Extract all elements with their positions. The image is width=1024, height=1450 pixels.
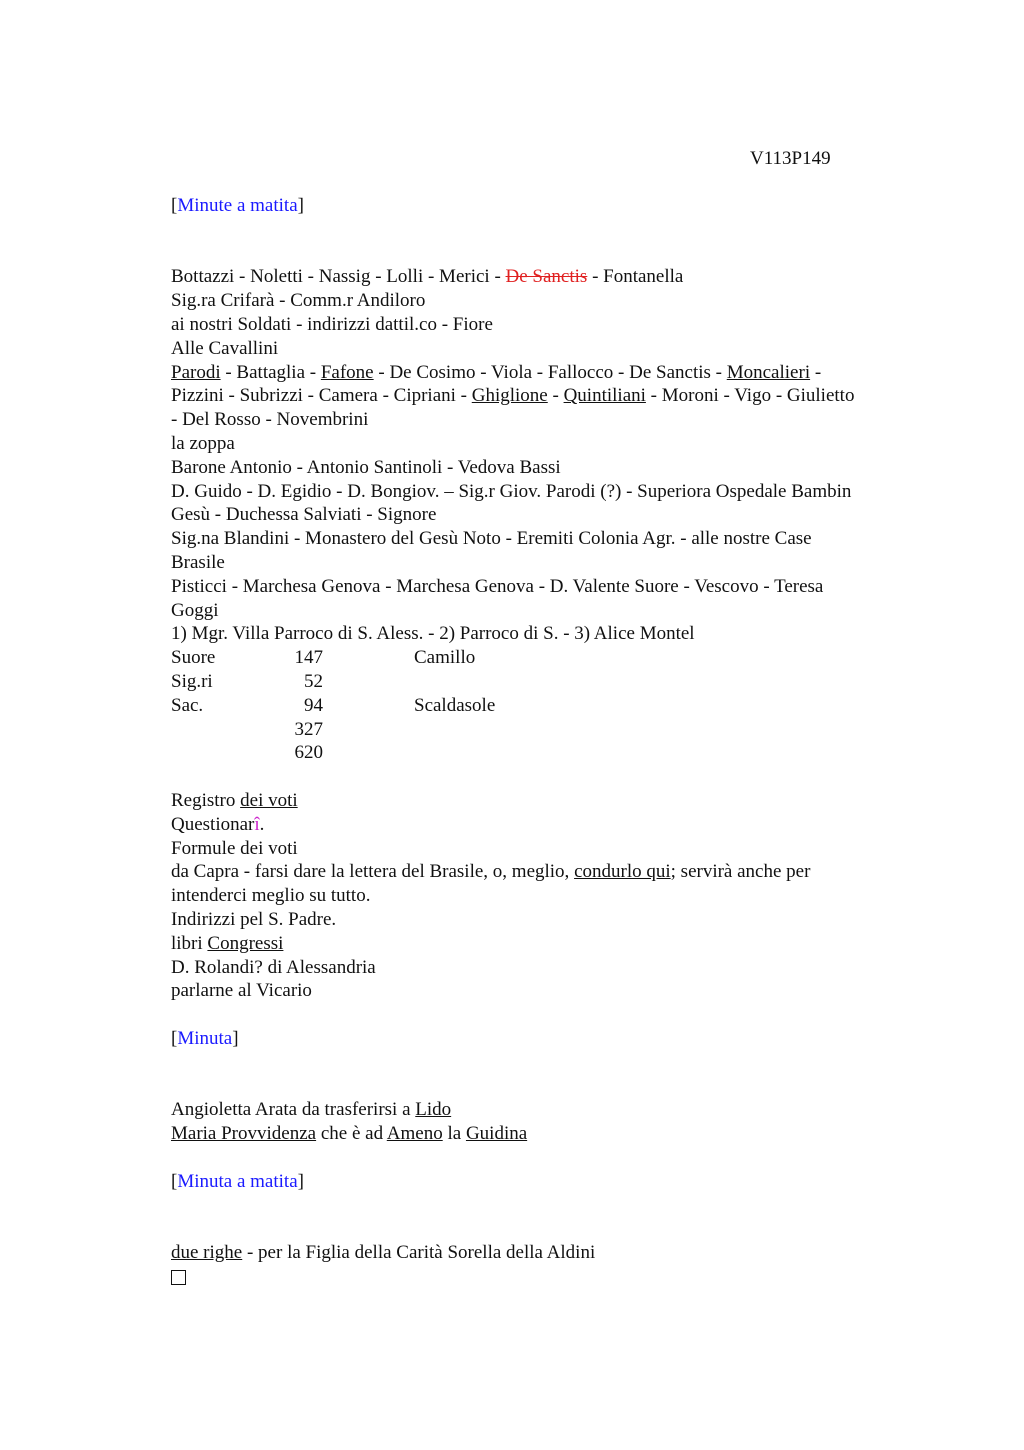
list-line: Bottazzi - Noletti - Nassig - Lolli - Merici - De Sanctis - Fontanella	[171, 266, 684, 288]
underlined-name: Fafone	[320, 361, 374, 383]
struck-name: De Sanctis	[505, 266, 588, 288]
list-line: Pisticci - Marchesa Genova - Marchesa Genova - D. Valente Suore - Vescovo - Teresa	[171, 575, 824, 597]
section-label: Minuta a matita	[177, 1170, 298, 1192]
note-line: D. Rolandi? di Alessandria	[171, 956, 376, 978]
final-line: due righe - per la Figlia della Carità Sorella della Aldini	[171, 1242, 596, 1264]
section-header-minute-a-matita: [Minute a matita]	[171, 195, 304, 216]
list-line: 1) Mgr. Villa Parroco di S. Aless. - 2) Parroco di S. - 3) Alice Montel	[171, 623, 695, 645]
underlined-name: Quintiliani	[563, 385, 646, 407]
list-line: Gesù - Duchessa Salviati - Signore	[171, 504, 437, 526]
list-line: Pizzini - Subrizzi - Camera - Cipriani - Ghiglione - Quintiliani - Moroni - Vigo - Giulietto	[171, 385, 855, 407]
tally-row: Sig.ri 52	[171, 670, 323, 692]
tally-row: 327	[294, 718, 323, 740]
minuta-line: Maria Provvidenza che è ad Ameno la Guidina	[171, 1123, 528, 1145]
list-line: la zoppa	[171, 432, 235, 454]
list-line: Brasile	[171, 551, 225, 573]
list-line: Sig.ra Crifarà - Comm.r Andiloro	[171, 290, 426, 312]
note-line: Questionarî.	[171, 813, 265, 835]
list-line: Sig.na Blandini - Monastero del Gesù Noto - Eremiti Colonia Agr. - alle nostre Case	[171, 528, 812, 550]
note-line: parlarne al Vicario	[171, 980, 312, 1002]
list-line: Parodi - Battaglia - Fafone - De Cosimo - Viola - Fallocco - De Sanctis - Moncalieri -	[171, 361, 822, 383]
section-label: Minute a matita	[177, 195, 298, 216]
minuta-line: Angioletta Arata da trasferirsi a Lido	[171, 1099, 452, 1121]
list-line: D. Guido - D. Egidio - D. Bongiov. – Sig.r Giov. Parodi (?) - Superiora Ospedale Bambin	[171, 480, 852, 502]
note-line: libri Congressi	[171, 932, 284, 954]
tally-row: Suore 147 Camillo	[171, 647, 476, 669]
section-label: Minuta	[177, 1027, 233, 1049]
tally-row: 620	[294, 742, 323, 764]
section-header-minuta-a-matita: [Minuta a matita]	[171, 1170, 304, 1192]
list-line: - Del Rosso - Novembrini	[171, 409, 369, 431]
checkbox-icon	[171, 1270, 186, 1285]
document-body	[171, 194, 931, 1292]
page-id: V113P149	[750, 148, 831, 169]
tally-row: Sac. 94 Scaldasole	[171, 694, 496, 716]
accent-mark: î	[254, 813, 260, 835]
note-line: Formule dei voti	[171, 837, 298, 859]
list-line: Barone Antonio - Antonio Santinoli - Vedova Bassi	[171, 456, 561, 478]
note-line: Indirizzi pel S. Padre.	[171, 908, 337, 930]
note-line: da Capra - farsi dare la lettera del Brasile, o, meglio, condurlo qui; servirà anche per	[171, 861, 811, 883]
section-header-minuta: [Minuta]	[171, 1027, 239, 1049]
underlined-name: Moncalieri	[726, 361, 811, 383]
note-line: intenderci meglio su tutto.	[171, 885, 371, 907]
list-line: Goggi	[171, 599, 219, 621]
list-line: Alle Cavallini	[171, 337, 279, 359]
list-line: ai nostri Soldati - indirizzi dattil.co - Fiore	[171, 313, 493, 335]
note-line: Registro dei voti	[171, 789, 298, 811]
underlined-name: Ghiglione	[471, 385, 548, 407]
underlined-name: Parodi	[171, 361, 221, 383]
